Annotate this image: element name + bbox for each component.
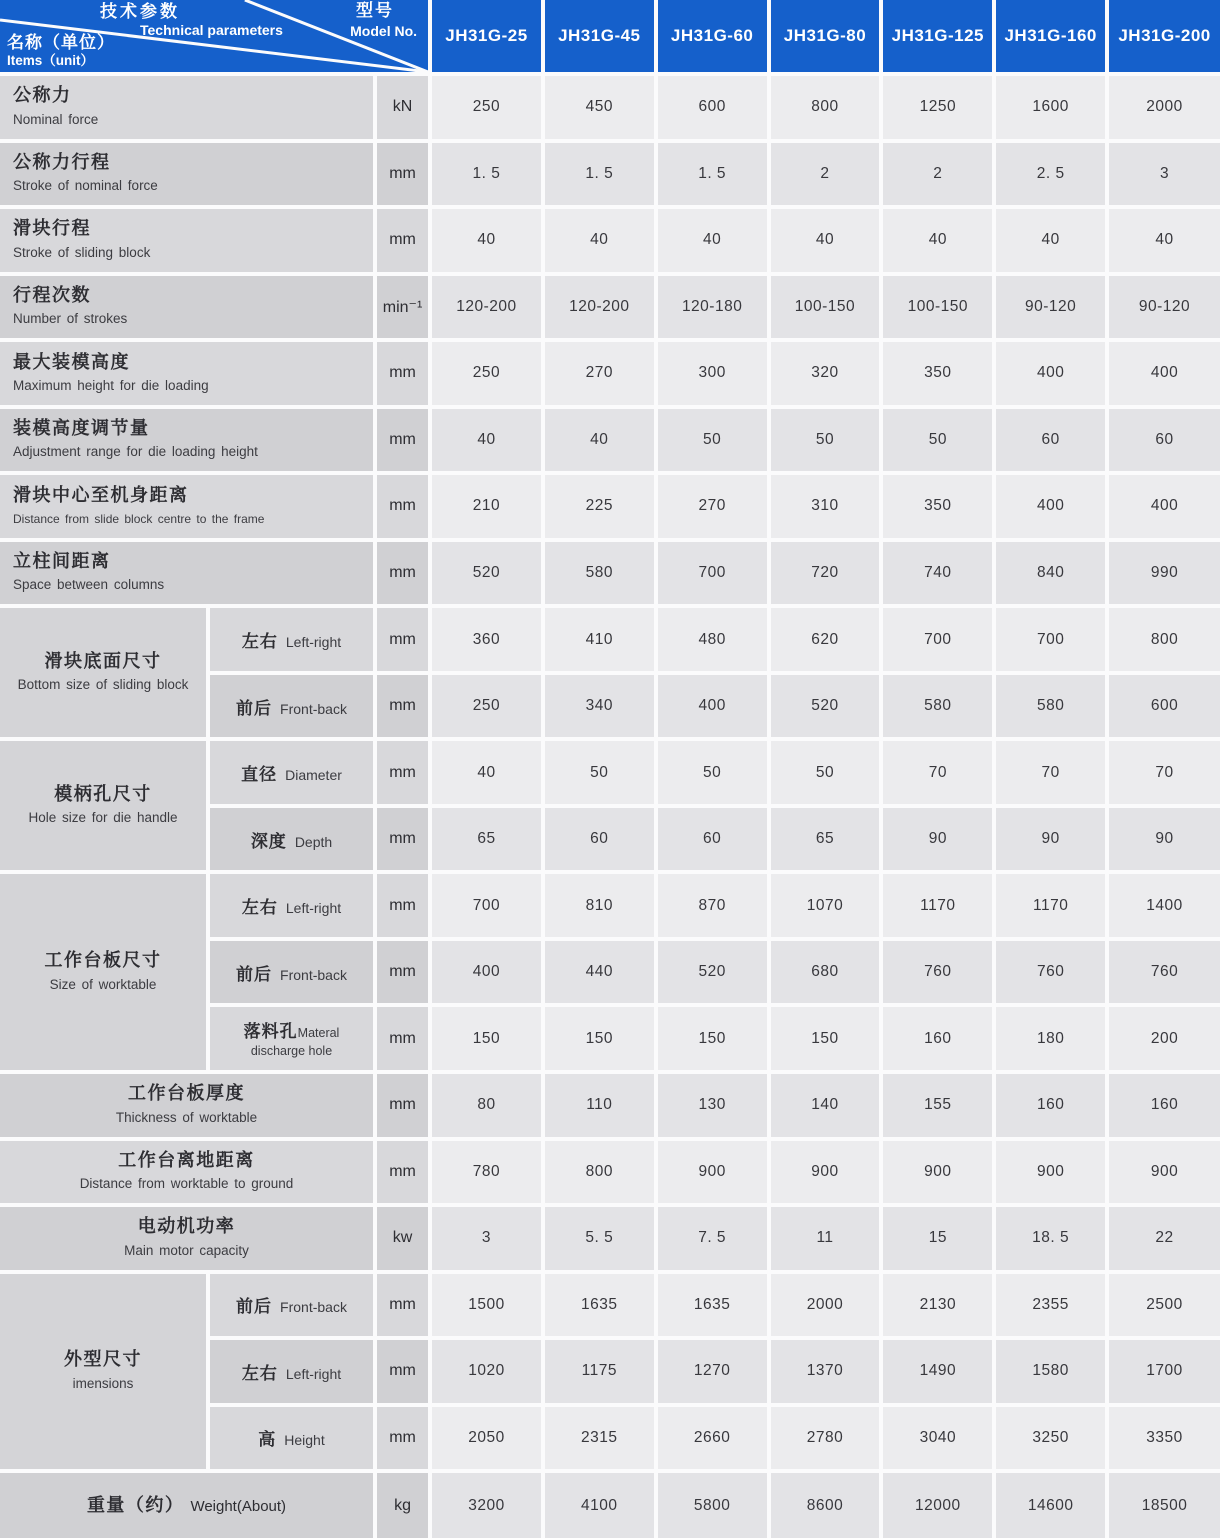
- value-cell: 40: [543, 407, 656, 474]
- value-cell: 350: [881, 473, 994, 540]
- unit-cell: mm: [375, 473, 430, 540]
- value-cell: 1370: [769, 1338, 882, 1405]
- value-cell: 1600: [994, 74, 1107, 141]
- sub-label: [208, 1338, 375, 1405]
- row-label: [0, 1139, 375, 1206]
- group-label: [0, 1272, 208, 1472]
- value-cell: 700: [430, 872, 543, 939]
- row-label: [0, 141, 375, 208]
- value-cell: 2: [769, 141, 882, 208]
- value-cell: 210: [430, 473, 543, 540]
- value-cell: 780: [430, 1139, 543, 1206]
- value-cell: 100-150: [769, 274, 882, 341]
- sub-label: [208, 673, 375, 740]
- value-cell: 520: [430, 540, 543, 607]
- value-cell: 130: [656, 1072, 769, 1139]
- value-cell: 700: [881, 606, 994, 673]
- value-cell: 800: [1107, 606, 1220, 673]
- unit-cell: mm: [375, 407, 430, 474]
- value-cell: 2000: [1107, 74, 1220, 141]
- value-cell: 225: [543, 473, 656, 540]
- group-label-zh: 滑块底面尺寸: [44, 650, 162, 671]
- sub-label-en: Front-back: [280, 966, 347, 983]
- unit-cell: mm: [375, 1139, 430, 1206]
- model-no-label-en: Model No.: [350, 23, 418, 39]
- sub-label-en: Left-right: [285, 634, 342, 651]
- value-cell: 250: [430, 74, 543, 141]
- value-cell: 800: [769, 74, 882, 141]
- unit-cell: mm: [375, 606, 430, 673]
- value-cell: 900: [881, 1139, 994, 1206]
- value-cell: 810: [543, 872, 656, 939]
- sub-label-zh: 高: [258, 1430, 277, 1450]
- row-label-zh: 重量（约）: [86, 1494, 185, 1515]
- value-cell: 580: [543, 540, 656, 607]
- table-row: [0, 340, 1220, 407]
- value-cell: 760: [1107, 939, 1220, 1006]
- row-label: [0, 274, 375, 341]
- row-label: [0, 340, 375, 407]
- group-label: [0, 739, 208, 872]
- value-cell: 2780: [769, 1405, 882, 1472]
- table-row: [0, 1072, 1220, 1139]
- value-cell: 1020: [430, 1338, 543, 1405]
- sub-label-zh: 左右: [241, 898, 278, 918]
- value-cell: 70: [1107, 739, 1220, 806]
- sub-label: [208, 606, 375, 673]
- unit-cell: mm: [375, 1405, 430, 1472]
- row-label-en: Nominal force: [13, 111, 99, 127]
- value-cell: 480: [656, 606, 769, 673]
- unit-cell: mm: [375, 939, 430, 1006]
- value-cell: 900: [769, 1139, 882, 1206]
- value-cell: 65: [430, 806, 543, 873]
- value-cell: 270: [656, 473, 769, 540]
- value-cell: 1490: [881, 1338, 994, 1405]
- value-cell: 400: [994, 473, 1107, 540]
- value-cell: 990: [1107, 540, 1220, 607]
- table-row: [0, 540, 1220, 607]
- value-cell: 360: [430, 606, 543, 673]
- unit-cell: mm: [375, 1072, 430, 1139]
- table-row: [0, 1471, 1220, 1538]
- group-label: [0, 872, 208, 1072]
- unit-cell: mm: [375, 673, 430, 740]
- value-cell: 5. 5: [543, 1205, 656, 1272]
- unit-cell: mm: [375, 1338, 430, 1405]
- value-cell: 90: [994, 806, 1107, 873]
- row-label-zh: 滑块行程: [13, 218, 91, 239]
- table-row: [0, 739, 1220, 806]
- value-cell: 60: [994, 407, 1107, 474]
- group-label-zh: 模柄孔尺寸: [54, 783, 152, 804]
- value-cell: 150: [656, 1005, 769, 1072]
- value-cell: 60: [1107, 407, 1220, 474]
- group-label-en: Size of worktable: [49, 976, 157, 992]
- value-cell: 2500: [1107, 1272, 1220, 1339]
- value-cell: 250: [430, 340, 543, 407]
- sub-label-en: Depth: [294, 833, 333, 850]
- value-cell: 1175: [543, 1338, 656, 1405]
- value-cell: 22: [1107, 1205, 1220, 1272]
- model-header: JH31G-160: [994, 0, 1107, 74]
- row-label-en: Main motor capacity: [124, 1242, 249, 1258]
- value-cell: 40: [881, 207, 994, 274]
- row-label-en: Maximum height for die loading: [13, 377, 209, 393]
- model-header: JH31G-80: [769, 0, 882, 74]
- sub-label-en: Materal: [297, 1026, 340, 1041]
- row-label-zh: 装模高度调节量: [13, 418, 150, 439]
- model-header: JH31G-200: [1107, 0, 1220, 74]
- sub-label: [208, 1272, 375, 1339]
- group-label-zh: 工作台板尺寸: [44, 950, 162, 971]
- row-label-zh: 公称力: [13, 85, 72, 106]
- value-cell: 1700: [1107, 1338, 1220, 1405]
- value-cell: 2130: [881, 1272, 994, 1339]
- group-label-en: imensions: [72, 1375, 134, 1391]
- value-cell: 7. 5: [656, 1205, 769, 1272]
- value-cell: 520: [769, 673, 882, 740]
- value-cell: 2660: [656, 1405, 769, 1472]
- value-cell: 40: [430, 407, 543, 474]
- value-cell: 150: [543, 1005, 656, 1072]
- table-row: [0, 872, 1220, 939]
- value-cell: 150: [430, 1005, 543, 1072]
- value-cell: 740: [881, 540, 994, 607]
- value-cell: 1070: [769, 872, 882, 939]
- value-cell: 400: [1107, 473, 1220, 540]
- value-cell: 50: [543, 739, 656, 806]
- value-cell: 50: [881, 407, 994, 474]
- value-cell: 440: [543, 939, 656, 1006]
- value-cell: 90: [881, 806, 994, 873]
- table-row: [0, 207, 1220, 274]
- sub-label-en: Diameter: [285, 767, 342, 784]
- unit-cell: mm: [375, 340, 430, 407]
- value-cell: 250: [430, 673, 543, 740]
- value-cell: 5800: [656, 1471, 769, 1538]
- value-cell: 410: [543, 606, 656, 673]
- unit-cell: mm: [375, 141, 430, 208]
- value-cell: 50: [769, 739, 882, 806]
- value-cell: 155: [881, 1072, 994, 1139]
- value-cell: 18. 5: [994, 1205, 1107, 1272]
- sub-label-en: Front-back: [280, 1299, 347, 1316]
- unit-cell: mm: [375, 739, 430, 806]
- sub-label: [208, 1405, 375, 1472]
- value-cell: 760: [881, 939, 994, 1006]
- value-cell: 1250: [881, 74, 994, 141]
- model-header: JH31G-125: [881, 0, 994, 74]
- value-cell: 11: [769, 1205, 882, 1272]
- row-label-en: Stroke of sliding block: [13, 244, 151, 260]
- row-label-zh: 公称力行程: [13, 151, 111, 172]
- sub-label-zh: 左右: [241, 1363, 278, 1383]
- value-cell: 70: [994, 739, 1107, 806]
- value-cell: 1500: [430, 1272, 543, 1339]
- row-label-en: Weight(About): [190, 1497, 287, 1515]
- row-label-en: Space between columns: [13, 577, 165, 593]
- value-cell: 3: [1107, 141, 1220, 208]
- row-label-en: Number of strokes: [13, 311, 128, 327]
- value-cell: 580: [881, 673, 994, 740]
- value-cell: 720: [769, 540, 882, 607]
- sub-label-zh: 前后: [236, 964, 273, 984]
- value-cell: 1400: [1107, 872, 1220, 939]
- sub-label-en: Front-back: [280, 700, 347, 717]
- technical-parameters-label-en: Technical parameters: [140, 22, 283, 38]
- value-cell: 1. 5: [656, 141, 769, 208]
- value-cell: 160: [881, 1005, 994, 1072]
- value-cell: 60: [656, 806, 769, 873]
- value-cell: 40: [994, 207, 1107, 274]
- items-unit-label-en: Items（unit）: [7, 53, 95, 68]
- value-cell: 60: [543, 806, 656, 873]
- sub-label-zh: 落料孔: [243, 1022, 298, 1042]
- value-cell: 40: [769, 207, 882, 274]
- value-cell: 2000: [769, 1272, 882, 1339]
- header-corner: [0, 0, 430, 74]
- value-cell: 120-200: [430, 274, 543, 341]
- row-label-en: Distance from slide block centre to the frame: [13, 511, 265, 526]
- row-label-en: Distance from worktable to ground: [79, 1176, 294, 1192]
- table-row: [0, 74, 1220, 141]
- value-cell: 400: [430, 939, 543, 1006]
- row-label-zh: 最大装模高度: [13, 351, 130, 372]
- value-cell: 800: [543, 1139, 656, 1206]
- value-cell: 40: [543, 207, 656, 274]
- model-no-label-zh: 型号: [356, 1, 395, 20]
- row-label: [0, 1471, 375, 1538]
- sub-label-zh: 深度: [250, 831, 287, 851]
- value-cell: 870: [656, 872, 769, 939]
- unit-cell: kg: [375, 1471, 430, 1538]
- sub-label: [208, 872, 375, 939]
- row-label: [0, 207, 375, 274]
- sub-label: [208, 1005, 375, 1072]
- group-label: [0, 606, 208, 739]
- value-cell: 15: [881, 1205, 994, 1272]
- value-cell: 320: [769, 340, 882, 407]
- sub-label-en: Height: [284, 1432, 325, 1449]
- value-cell: 760: [994, 939, 1107, 1006]
- row-label-zh: 立柱间距离: [13, 551, 111, 572]
- value-cell: 8600: [769, 1471, 882, 1538]
- group-label-en: Bottom size of sliding block: [17, 677, 189, 693]
- value-cell: 350: [881, 340, 994, 407]
- sub-label-en2: discharge hole: [250, 1044, 333, 1059]
- table-row: [0, 1272, 1220, 1339]
- value-cell: 40: [1107, 207, 1220, 274]
- value-cell: 900: [656, 1139, 769, 1206]
- value-cell: 180: [994, 1005, 1107, 1072]
- value-cell: 270: [543, 340, 656, 407]
- value-cell: 340: [543, 673, 656, 740]
- value-cell: 1. 5: [543, 141, 656, 208]
- value-cell: 200: [1107, 1005, 1220, 1072]
- value-cell: 1270: [656, 1338, 769, 1405]
- value-cell: 450: [543, 74, 656, 141]
- value-cell: 4100: [543, 1471, 656, 1538]
- sub-label-zh: 左右: [241, 632, 278, 652]
- model-header: JH31G-60: [656, 0, 769, 74]
- value-cell: 140: [769, 1072, 882, 1139]
- header-row: [0, 0, 1220, 74]
- items-unit-label-zh: 名称（单位）: [7, 33, 115, 52]
- sub-label-zh: 前后: [236, 1297, 273, 1317]
- row-label-zh: 工作台离地距离: [118, 1149, 255, 1170]
- value-cell: 620: [769, 606, 882, 673]
- value-cell: 2050: [430, 1405, 543, 1472]
- value-cell: 580: [994, 673, 1107, 740]
- value-cell: 840: [994, 540, 1107, 607]
- value-cell: 120-180: [656, 274, 769, 341]
- technical-parameters-label-zh: 技术参数: [100, 2, 180, 21]
- value-cell: 90: [1107, 806, 1220, 873]
- value-cell: 3250: [994, 1405, 1107, 1472]
- value-cell: 160: [994, 1072, 1107, 1139]
- value-cell: 50: [769, 407, 882, 474]
- row-label-en: Stroke of nominal force: [13, 178, 158, 194]
- value-cell: 1170: [881, 872, 994, 939]
- unit-cell: mm: [375, 1272, 430, 1339]
- value-cell: 120-200: [543, 274, 656, 341]
- sub-label: [208, 739, 375, 806]
- value-cell: 300: [656, 340, 769, 407]
- row-label: [0, 1072, 375, 1139]
- value-cell: 400: [656, 673, 769, 740]
- value-cell: 400: [1107, 340, 1220, 407]
- unit-cell: min⁻¹: [375, 274, 430, 341]
- value-cell: 600: [656, 74, 769, 141]
- value-cell: 400: [994, 340, 1107, 407]
- sub-label-en: Left-right: [285, 1365, 342, 1382]
- value-cell: 50: [656, 407, 769, 474]
- value-cell: 700: [994, 606, 1107, 673]
- value-cell: 2355: [994, 1272, 1107, 1339]
- table-row: [0, 1139, 1220, 1206]
- value-cell: 40: [656, 207, 769, 274]
- value-cell: 50: [656, 739, 769, 806]
- value-cell: 80: [430, 1072, 543, 1139]
- value-cell: 1. 5: [430, 141, 543, 208]
- value-cell: 3: [430, 1205, 543, 1272]
- value-cell: 40: [430, 739, 543, 806]
- row-label-en: Adjustment range for die loading height: [13, 444, 258, 460]
- unit-cell: mm: [375, 540, 430, 607]
- value-cell: 90-120: [1107, 274, 1220, 341]
- value-cell: 2315: [543, 1405, 656, 1472]
- unit-cell: mm: [375, 872, 430, 939]
- table-row: [0, 473, 1220, 540]
- sub-label-en: Left-right: [285, 900, 342, 917]
- model-header: JH31G-45: [543, 0, 656, 74]
- value-cell: 3200: [430, 1471, 543, 1538]
- group-label-zh: 外型尺寸: [64, 1349, 142, 1370]
- unit-cell: kw: [375, 1205, 430, 1272]
- value-cell: 1635: [656, 1272, 769, 1339]
- row-label: [0, 473, 375, 540]
- value-cell: 310: [769, 473, 882, 540]
- table-row: [0, 606, 1220, 673]
- table-row: [0, 141, 1220, 208]
- value-cell: 2. 5: [994, 141, 1107, 208]
- row-label: [0, 1205, 375, 1272]
- sub-label: [208, 806, 375, 873]
- row-label: [0, 74, 375, 141]
- value-cell: 90-120: [994, 274, 1107, 341]
- row-label-zh: 电动机功率: [137, 1216, 236, 1237]
- sub-label: [208, 939, 375, 1006]
- value-cell: 3350: [1107, 1405, 1220, 1472]
- group-label-en: Hole size for die handle: [28, 810, 178, 826]
- value-cell: 12000: [881, 1471, 994, 1538]
- value-cell: 3040: [881, 1405, 994, 1472]
- value-cell: 600: [1107, 673, 1220, 740]
- value-cell: 1580: [994, 1338, 1107, 1405]
- unit-cell: kN: [375, 74, 430, 141]
- value-cell: 900: [1107, 1139, 1220, 1206]
- value-cell: 2: [881, 141, 994, 208]
- value-cell: 520: [656, 939, 769, 1006]
- sub-label-zh: 直径: [241, 765, 278, 785]
- unit-cell: mm: [375, 207, 430, 274]
- table-row: [0, 1205, 1220, 1272]
- row-label: [0, 540, 375, 607]
- value-cell: 100-150: [881, 274, 994, 341]
- value-cell: 18500: [1107, 1471, 1220, 1538]
- value-cell: 700: [656, 540, 769, 607]
- value-cell: 110: [543, 1072, 656, 1139]
- value-cell: 900: [994, 1139, 1107, 1206]
- unit-cell: mm: [375, 1005, 430, 1072]
- value-cell: 65: [769, 806, 882, 873]
- unit-cell: mm: [375, 806, 430, 873]
- value-cell: 680: [769, 939, 882, 1006]
- row-label-zh: 滑块中心至机身距离: [13, 484, 189, 505]
- value-cell: 1170: [994, 872, 1107, 939]
- value-cell: 150: [769, 1005, 882, 1072]
- value-cell: 14600: [994, 1471, 1107, 1538]
- value-cell: 70: [881, 739, 994, 806]
- row-label: [0, 407, 375, 474]
- row-label-zh: 工作台板厚度: [128, 1083, 245, 1104]
- value-cell: 40: [430, 207, 543, 274]
- row-label-en: Thickness of worktable: [115, 1109, 258, 1125]
- sub-label-zh: 前后: [236, 698, 273, 718]
- value-cell: 1635: [543, 1272, 656, 1339]
- table-row: [0, 274, 1220, 341]
- table-row: [0, 407, 1220, 474]
- model-header: JH31G-25: [430, 0, 543, 74]
- row-label-zh: 行程次数: [13, 284, 91, 305]
- value-cell: 160: [1107, 1072, 1220, 1139]
